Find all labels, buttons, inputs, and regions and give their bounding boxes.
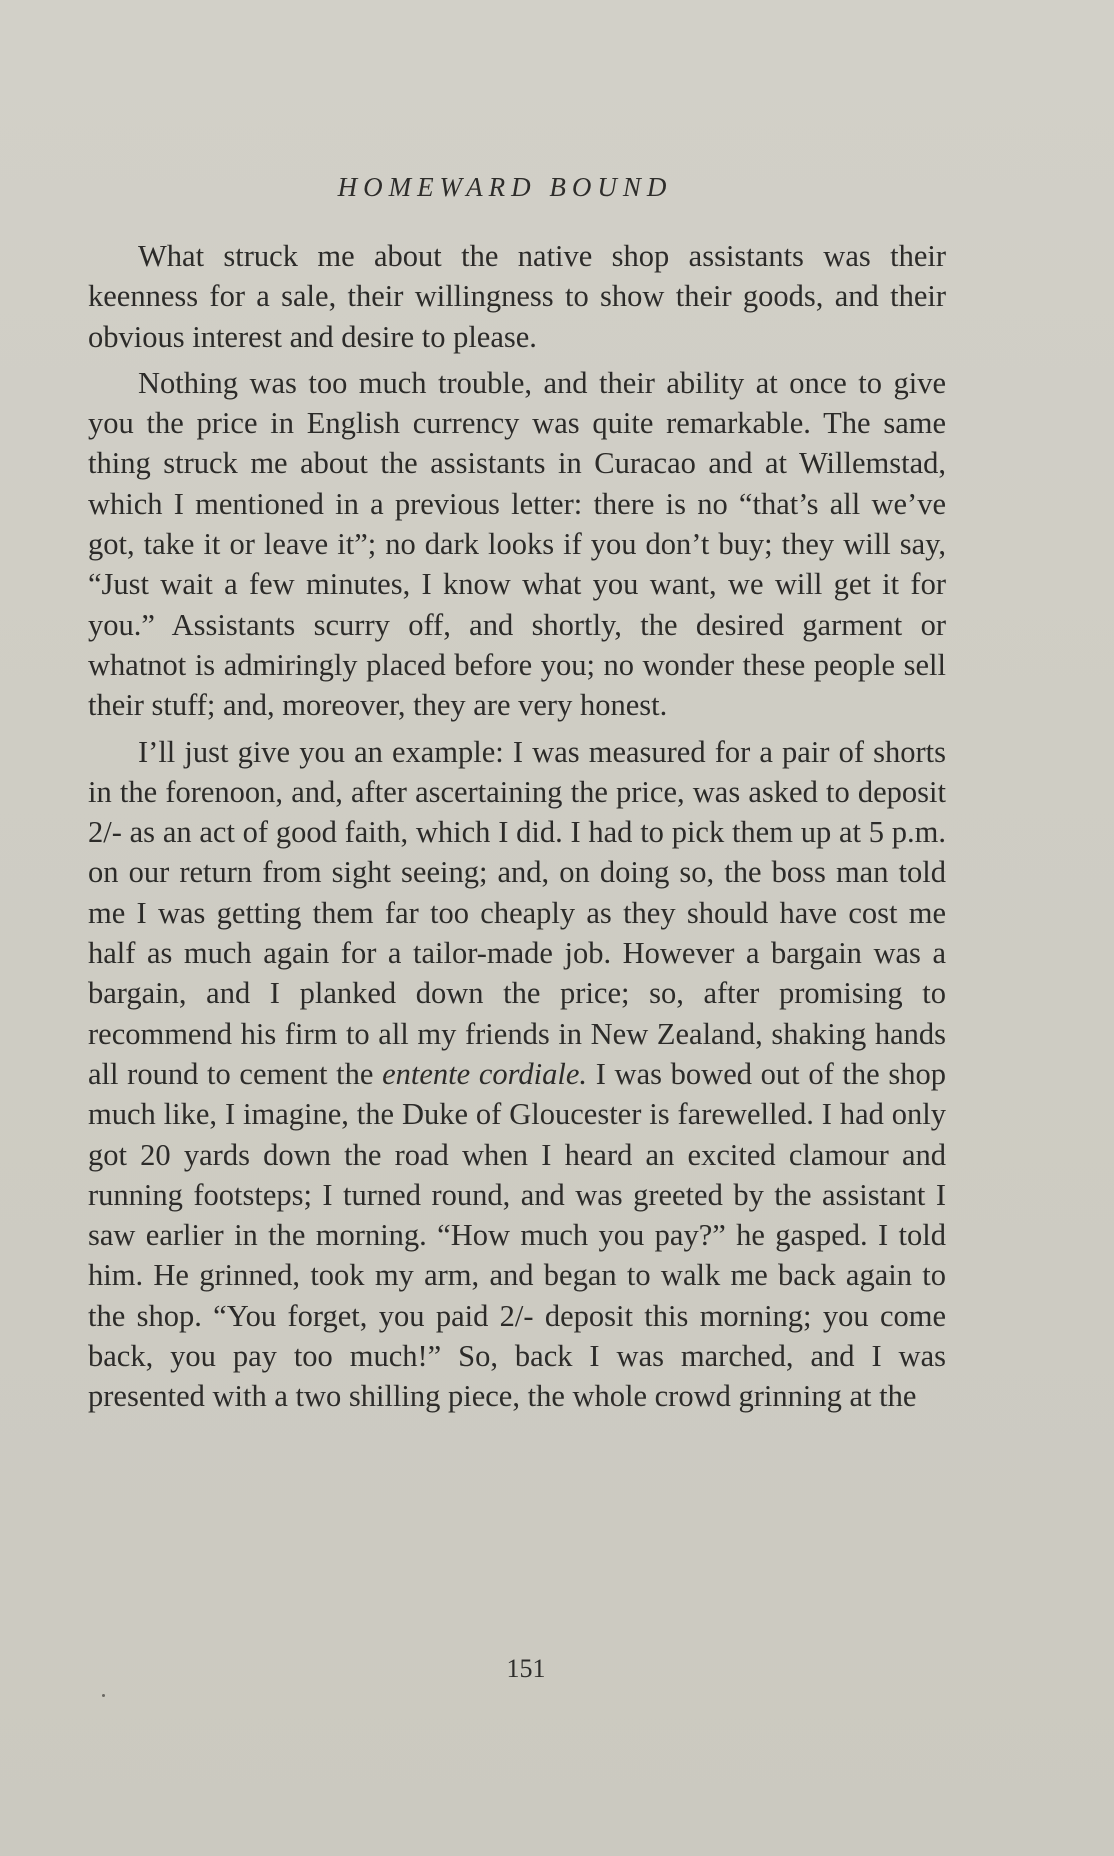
paragraph-3 bbox=[88, 732, 946, 1417]
paper-speck bbox=[102, 1694, 105, 1697]
running-head: HOMEWARD BOUND bbox=[337, 172, 673, 202]
paragraph-3-part-1: I’ll just give you an example: I was measured for a pair of shorts in the forenoon, and, after ascertaining the price, was asked to deposit 2/- as an act of good faith, which I did. I had to pick them up at 5 p.m. on our return from sight seeing; and, on doing so, the boss man told me I was getting them far too cheaply as they should have cost me half as much again for a tailor-made job. However a bargain was a bargain, and I planked down the price; so, after promising to recommend his firm to all my friends in New Zealand, shaking hands all round to cement the bbox=[88, 734, 946, 1091]
page-number: 151 bbox=[506, 1654, 546, 1683]
paragraph-1: What struck me about the native shop assistants was their keenness for a sale, their willingness to show their goods, and their obvious interest and desire to please. bbox=[88, 239, 946, 354]
paragraph-2: Nothing was too much trouble, and their ability at once to give you the price in English currency was quite remarkable. The same thing struck me about the assistants in Curacao and at Willemstad, which I mentioned in a previous letter: there is no “that’s all we’ve got, take it or leave it”; no dark looks if you don’t buy; they will say, “Just wait a few minutes, I know what you want, we will get it for you.” Assistants scurry off, and shortly, the desired garment or whatnot is admiringly placed before you; no wonder these people sell their stuff; and, moreover, they are very honest. bbox=[88, 365, 946, 723]
body-text bbox=[88, 236, 946, 1423]
paragraph-3-part-2: I was bowed out of the shop much like, I imagine, the Duke of Gloucester is farewelled. I had only got 20 yards down the road when I heard an excited clamour and running footsteps; I turned round, and was greeted by the assistant I saw earlier in the morning. “How much you pay?” he gasped. I told him. He grinned, took my arm, and began to walk me back again to the shop. “You forget, you paid 2/- deposit this morning; you come back, you pay too much!” So, back I was marched, and I was presented with a two shilling piece, the whole crowd grinning at the bbox=[88, 1056, 946, 1414]
italic-phrase: entente cordiale. bbox=[382, 1056, 588, 1091]
